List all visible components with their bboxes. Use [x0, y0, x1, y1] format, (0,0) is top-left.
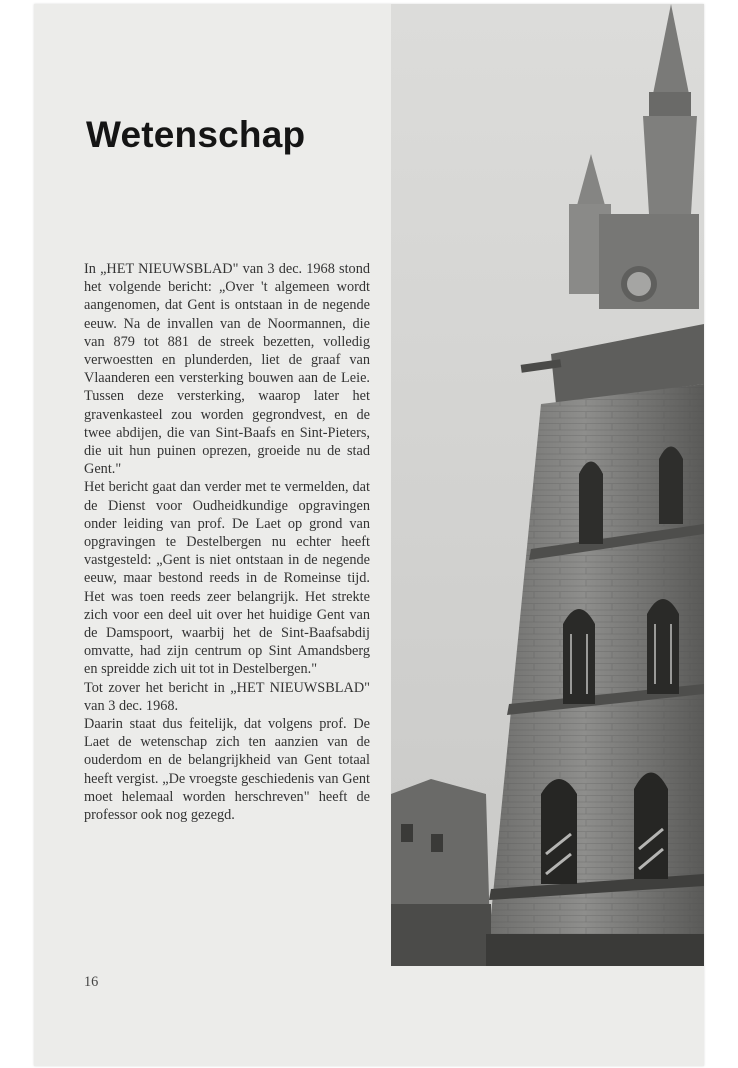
article-paragraph: Tot zover het bericht in „HET NIEUWSBLAD" van 3 dec. 1968. — [84, 679, 370, 714]
page-number: 16 — [84, 974, 99, 990]
magazine-page — [34, 4, 704, 1066]
article-paragraph: In „HET NIEUWSBLAD" van 3 dec. 1968 stond het volgende bericht: „Over 't algemeen wordt aangenomen, dat Gent is ontstaan in de negende eeuw. Na de invallen van de Noormannen, die van 879 tot 881 de streek bezetten, volledig verwoestten en plunderden, liet de graaf van Vlaanderen een versterking bouwen aan de Leie. Tussen deze versterking, waarop later het gravenkasteel zou worden gegrondvest, en de twee abdijen, die van Sint-Baafs en Sint-Pieters, die uit hun puinen oprezen, groeide nu de stad Gent." — [84, 261, 370, 478]
page-title: Wetenschap — [86, 114, 306, 155]
article-paragraph: Daarin staat dus feitelijk, dat volgens prof. De Laet de wetenschap zich ten aanzien van de ouderdom en de belangrijkheid van Gent totaal heeft vergist. „De vroegste geschiedenis van Gent moet helemaal worden herschreven" heeft de professor ook nog gezegd. — [84, 716, 370, 824]
article-body — [84, 260, 370, 824]
belfry-photo — [391, 4, 704, 966]
article-paragraph: Het bericht gaat dan verder met te vermelden, dat de Dienst voor Oudheidkundige opgravingen onder leiding van prof. De Laet op grond van opgravingen te Destelbergen nu echter heeft vastgesteld: „Gent is niet ontstaan in de negende eeuw, maar bestond reeds in de Romeinse tijd. Het was toen reeds zeer belangrijk. Het strekte zich voor een deel uit over het huidige Gent van de Damspoort, waarbij het de Sint-Baafsabdij omvatte, had zijn centrum op Sint Amandsberg en spreidde zich uit tot in Destelbergen." — [84, 479, 370, 678]
belfry-illustration — [391, 4, 704, 966]
